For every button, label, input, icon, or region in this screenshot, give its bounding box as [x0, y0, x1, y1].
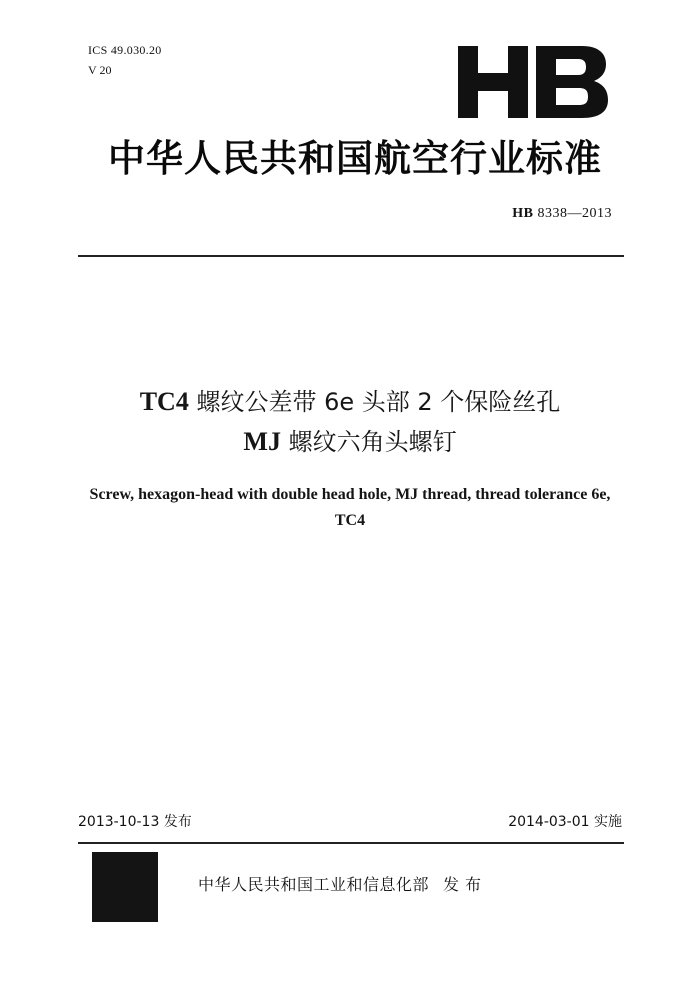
top-rule: [78, 255, 624, 257]
hb-logo: [458, 46, 608, 118]
org-title: 中华人民共和国航空行业标准: [108, 137, 602, 180]
title-cn-line-2-rest: 螺纹六角头螺钉: [280, 428, 457, 456]
standard-prefix: HB: [512, 206, 534, 221]
implementation-date: 2014-03-01 实施: [508, 814, 622, 830]
title-chinese: [50, 382, 650, 462]
ministry-logo: [92, 852, 158, 922]
standard-code: 8338—2013: [537, 206, 612, 221]
ccs-code: V 20: [88, 63, 112, 77]
title-english: [60, 482, 640, 534]
bottom-rule: [78, 842, 624, 844]
title-cn-line-2-lead: MJ: [243, 427, 281, 456]
publisher-name: 中华人民共和国工业和信息化部: [198, 875, 430, 894]
title-en-line-2: TC4: [334, 512, 366, 529]
publisher-verb: 发布: [443, 875, 488, 894]
title-cn-line-2: [50, 422, 650, 462]
standard-number: [512, 205, 612, 223]
ics-code: ICS 49.030.20: [88, 43, 162, 57]
title-cn-line-1-lead: TC4: [139, 387, 189, 416]
title-en-line-1: Screw, hexagon-head with double head hole, MJ thread, thread tolerance 6e,: [89, 486, 611, 503]
title-cn-line-1: [50, 382, 650, 422]
publisher: [198, 874, 487, 896]
issue-date: 2013-10-13 发布: [78, 814, 192, 830]
title-cn-line-1-rest: 螺纹公差带 6e 头部 2 个保险丝孔: [188, 388, 561, 416]
